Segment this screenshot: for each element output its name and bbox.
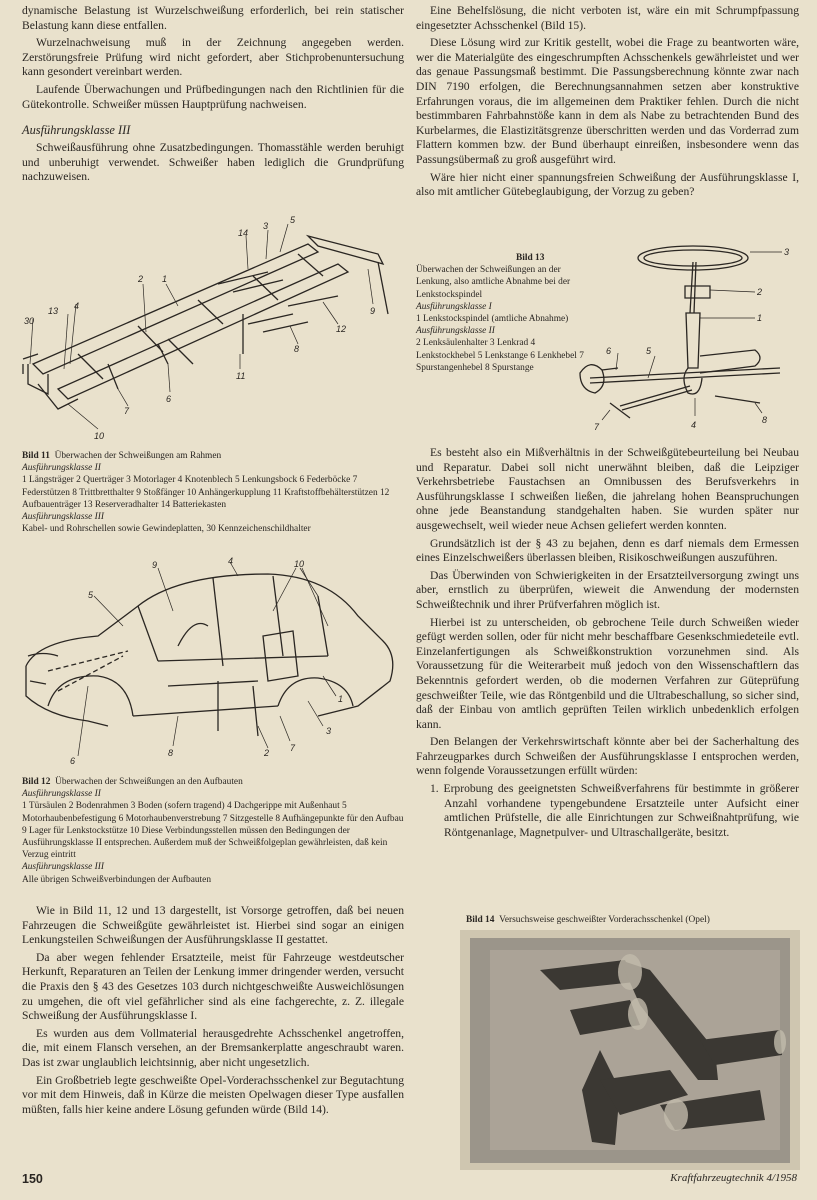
caption-text: Alle übrigen Schweißverbindungen der Aufbauten bbox=[22, 874, 212, 885]
figure-label: 9 bbox=[370, 306, 376, 316]
figure-label: 7 bbox=[290, 743, 296, 753]
paragraph: Laufende Überwachungen und Prüfbedingungen nach den Richtlinien für die Gütekontrolle. Schweißer müssen Hauptprüfung nachweisen. bbox=[22, 82, 404, 111]
figure-11-frame-diagram bbox=[18, 214, 406, 446]
figure-label: 6 bbox=[606, 346, 612, 356]
paragraph: dynamische Belastung ist Wurzelschweißung erforderlich, bei rein statischer Belastung kann diese entfallen. bbox=[22, 4, 404, 32]
figure-label: 4 bbox=[228, 556, 234, 566]
figure-label: 5 bbox=[88, 590, 94, 600]
figure-label: 6 bbox=[166, 394, 172, 404]
paragraph: Da aber wegen fehlender Ersatzteile, meist für Fahrzeuge westdeutscher Herkunft, Reparaturen an Teilen der Lenkung immer dringender werden, versucht die Praxis den § 43 des Gesetzes 103 durch nichtgeschweißte Ausweichlösungen zu umgehen, die oft viel gefährlicher sind als eine fachgerechte, z. Z. illegale Schweißung der Ausführungsklasse I. bbox=[22, 950, 404, 1023]
figure-label: 7 bbox=[124, 406, 130, 416]
figure-label: 5 bbox=[290, 215, 296, 225]
page-number: 150 bbox=[22, 1172, 43, 1186]
caption-text: 1 Längsträger 2 Querträger 3 Motorlager 4 Knotenblech 5 Lenkungsbock 6 Federböcke 7 Federstützen 8 Trittbretthalter 9 Stoßfänger 10 Anhängerkupplung 11 Kraftstoffbehälterstützen 12 Aufbauenträger 13 Reserveradhalter 14 Batteriekasten bbox=[22, 475, 390, 510]
figure-label: 2 bbox=[757, 287, 763, 297]
caption-class: Ausführungsklasse III bbox=[22, 512, 105, 523]
paragraph: Grundsätzlich ist der § 43 zu bejahen, denn es darf niemals dem Ermessen eines Einzelschweißers überlassen bleiben, Risikoschweißungen auszuführen. bbox=[416, 536, 799, 565]
caption-class: Ausführungsklasse II bbox=[22, 463, 101, 474]
figure-label: 4 bbox=[74, 301, 80, 311]
caption-label: Bild 14 bbox=[466, 915, 495, 925]
figure-label: 7 bbox=[594, 422, 600, 432]
caption-title: Überwachen der Schweißungen an der Lenkung, also amtliche Abnahme bei der Lenkstockspindel bbox=[416, 265, 571, 300]
paragraph: Schweißausführung ohne Zusatzbedingungen. Thomasstähle werden beruhigt und unberuhigt verwendet. Schweißer haben lediglich die Grundprüfung nachzuweisen. bbox=[22, 141, 404, 184]
right-column bbox=[416, 0, 799, 200]
paragraph: Wäre hier nicht einer spannungsfreien Schweißung der Ausführungsklasse I, also mit amtlicher Gütebeglaubigung, der Vorzug zu geben? bbox=[416, 170, 799, 199]
paragraph: Das Überwinden von Schwierigkeiten in der Ersatzteilversorgung zwingt uns aber, ernstlich zu überprüfen, wieweit die Anwendung der modernsten Schweißtechnik und ihrer Prüfverfahren möglich ist. bbox=[416, 568, 799, 611]
caption-title: Überwachen der Schweißungen an den Aufbauten bbox=[55, 777, 243, 787]
paragraph: Es wurden aus dem Vollmaterial herausgedrehte Achsschenkel angetroffen, die, mit einem Flansch versehen, an der Bremsankerplatte angeschraubt waren. Das ist zwar unglaublich leichtsinnig, aber nicht ungesetzlich. bbox=[22, 1026, 404, 1069]
paragraph: Hierbei ist zu unterscheiden, ob gebrochene Teile durch Schweißen wieder gefügt werden sollen, oder für nicht mehr beschaffbare Gesenkschmiedeteile evtl. Einzelanfertigungen als Schweißkonstruktion vorzunehmen sind. Als Voraussetzung für die Weiterarbeit muß jedoch von den Wissenschaftlern das Bekenntnis gefordert werden, ob die modernen Verfahren zur Güteprüfung geschweißter Teile, wie das Röntgenbild und die Ultrabeschallung, so sicher sind, daß der Einbau von amtlich geprüften Teilen wirklich unbedenklich erfolgen kann. bbox=[416, 615, 799, 731]
caption-label: Bild 11 bbox=[22, 451, 50, 461]
caption-title: Überwachen der Schweißungen am Rahmen bbox=[54, 451, 222, 461]
caption-text: 1 Türsäulen 2 Bodenrahmen 3 Boden (sofern tragend) 4 Dachgerippe mit Außenhaut 5 Motorhaubenbefestigung 6 Motorhaubenverstrebung 7 Sitzgestelle 8 Aufhängepunkte für den Aufbau 9 Lager für Lenkstockstütze 10 Diese Verbindungsstellen müssen den Bedingungen der Ausführungsklasse II entsprechen. Außerdem muß der Schweißfolgeplan gewährleisten, daß kein Verzug eintritt bbox=[22, 801, 404, 861]
caption-label: Bild 13 bbox=[516, 253, 545, 263]
paragraph: Es besteht also ein Mißverhältnis in der Schweißgütebeurteilung bei Neubau und Reparatur. Dabei soll nicht unerwähnt bleiben, daß die Leipziger Verkehrsbetriebe Faustachsen an Omnibussen des Berufsverkehrs in Ausführungsklasse I schweißen ließen, die jahrelang hohen Beanspruchungen ohne jede Beanstandung standgehalten haben. Sie wurden später nur ausgewechselt, weil wieder neue Achsen geliefert werden konnten. bbox=[416, 446, 799, 532]
figure-label: 3 bbox=[784, 247, 790, 257]
caption-class: Ausführungsklasse II bbox=[416, 326, 495, 337]
figure-12-body-diagram bbox=[18, 556, 406, 768]
paragraph: Diese Lösung wird zur Kritik gestellt, wobei die Frage zu beantworten wäre, wer die Materialgüte des eingeschrumpften Achsschenkels gewährleistet und wer das genaue Passungsmaß bestimmt. Die Passungsberechnung könnte zwar nach DIN 7190 erfolgen, die Berechnungsannahmen setzen aber konstruktive Erfahrungen voraus, die im allgemeinen dem Praktiker fehlen. Durch die nicht bestimmbaren Fahrbahnstöße kann in dem als Nabe zu betrachtenden Bund des Kurbelarmes, die Elastizitätsgrenze überschritten werden und das Vorderrad zum Flattern kommen bzw. der Bund überhaupt einreißen, insbesondere wenn das Passungsübermaß zu groß ausgeführt wird. bbox=[416, 36, 799, 166]
section-heading: Ausführungsklasse III bbox=[22, 123, 131, 138]
paragraph: Eine Behelfslösung, die nicht verboten ist, wäre ein mit Schrumpfpassung eingesetzter Achsschenkel (Bild 15). bbox=[416, 4, 799, 32]
left-column bbox=[22, 0, 404, 185]
caption-class: Ausführungsklasse I bbox=[416, 301, 492, 312]
caption-text: Kabel- und Rohrschellen sowie Gewindeplatten, 30 Kennzeichenschildhalter bbox=[22, 524, 311, 535]
journal-reference: Kraftfahrzeugtechnik 4/1958 bbox=[670, 1172, 797, 1184]
figure-label: 1 bbox=[338, 694, 344, 704]
figure-14-caption bbox=[466, 914, 806, 926]
caption-label: Bild 12 bbox=[22, 777, 51, 787]
figure-label: 11 bbox=[236, 371, 246, 381]
list-item: 1. Erprobung des geeignetsten Schweißverfahrens für bestimmte in größerer Anzahl vorhandene typengebundene Ersatzteile unter Aufsicht einer amtlichen Prüfstelle, die alle Einrichtungen zur Schweißnahtprüfung, wie Röntgenanlage, Magnetpulver- und Ultraschallgeräte, besitzt. bbox=[430, 782, 799, 839]
figure-label: 3 bbox=[326, 726, 332, 736]
figure-label: 8 bbox=[168, 748, 174, 758]
caption-text: 1 Lenkstockspindel (amtliche Abnahme) bbox=[416, 314, 569, 325]
figure-label: 8 bbox=[294, 344, 300, 354]
left-column-bottom bbox=[22, 904, 404, 1117]
figure-11-caption bbox=[22, 450, 404, 535]
figure-label: 9 bbox=[152, 560, 158, 570]
figure-13-steering-diagram bbox=[550, 238, 800, 434]
conditions-list bbox=[416, 782, 799, 840]
figure-label: 2 bbox=[138, 274, 144, 284]
figure-label: 2 bbox=[264, 748, 270, 758]
right-column-middle bbox=[416, 446, 799, 840]
figure-label: 3 bbox=[263, 221, 269, 231]
figure-label: 10 bbox=[94, 431, 105, 441]
figure-14-photo bbox=[460, 930, 800, 1170]
figure-label: 1 bbox=[757, 313, 763, 323]
figure-label: 5 bbox=[646, 346, 652, 356]
figure-label: 30 bbox=[24, 316, 35, 326]
paragraph: Wie in Bild 11, 12 und 13 dargestellt, ist Vorsorge getroffen, daß bei neuen Fahrzeugen die Schweißgüte gewährleistet ist. Hierbei sind sogar an einigen Lenkungsteilen Schweißungen der Ausführungsklasse II gestattet. bbox=[22, 904, 404, 947]
figure-label: 8 bbox=[762, 415, 768, 425]
figure-12-caption bbox=[22, 776, 404, 886]
paragraph: Wurzelnachweisung muß in der Zeichnung angegeben werden. Zerstörungsfreie Prüfung wird nicht gefordert, aber Stichprobenuntersuchung kann gesondert vereinbart werden. bbox=[22, 36, 404, 79]
caption-text: 2 Lenksäulenhalter 3 Lenkrad 4 Lenkstockhebel 5 Lenkstange 6 Lenkhebel 7 Spurstangenhebel 8 Spurstange bbox=[416, 338, 584, 373]
figure-label: 13 bbox=[48, 306, 59, 316]
paragraph: Ein Großbetrieb legte geschweißte Opel-Vorderachsschenkel zur Begutachtung vor mit dem Hinweis, daß in Kürze die meisten Opelwagen dieser Type ausfallen müßten, falls hier keine andere Lösung gefunden würde (Bild 14). bbox=[22, 1073, 404, 1116]
figure-label: 12 bbox=[336, 324, 347, 334]
figure-label: 1 bbox=[162, 274, 168, 284]
figure-label: 4 bbox=[691, 420, 697, 430]
figure-label: 14 bbox=[238, 228, 249, 238]
paragraph: Den Belangen der Verkehrswirtschaft könnte aber bei der Sacherhaltung des Fahrzeugparkes durch Schweißen der Ausführungsklasse I entsprochen werden, wenn folgende Voraussetzungen erfüllt würden: bbox=[416, 735, 799, 778]
caption-class: Ausführungsklasse III bbox=[22, 862, 105, 873]
figure-label: 6 bbox=[70, 756, 76, 766]
caption-title: Versuchsweise geschweißter Vorderachsschenkel (Opel) bbox=[499, 915, 710, 925]
caption-class: Ausführungsklasse II bbox=[22, 789, 101, 800]
figure-label: 10 bbox=[294, 559, 305, 569]
